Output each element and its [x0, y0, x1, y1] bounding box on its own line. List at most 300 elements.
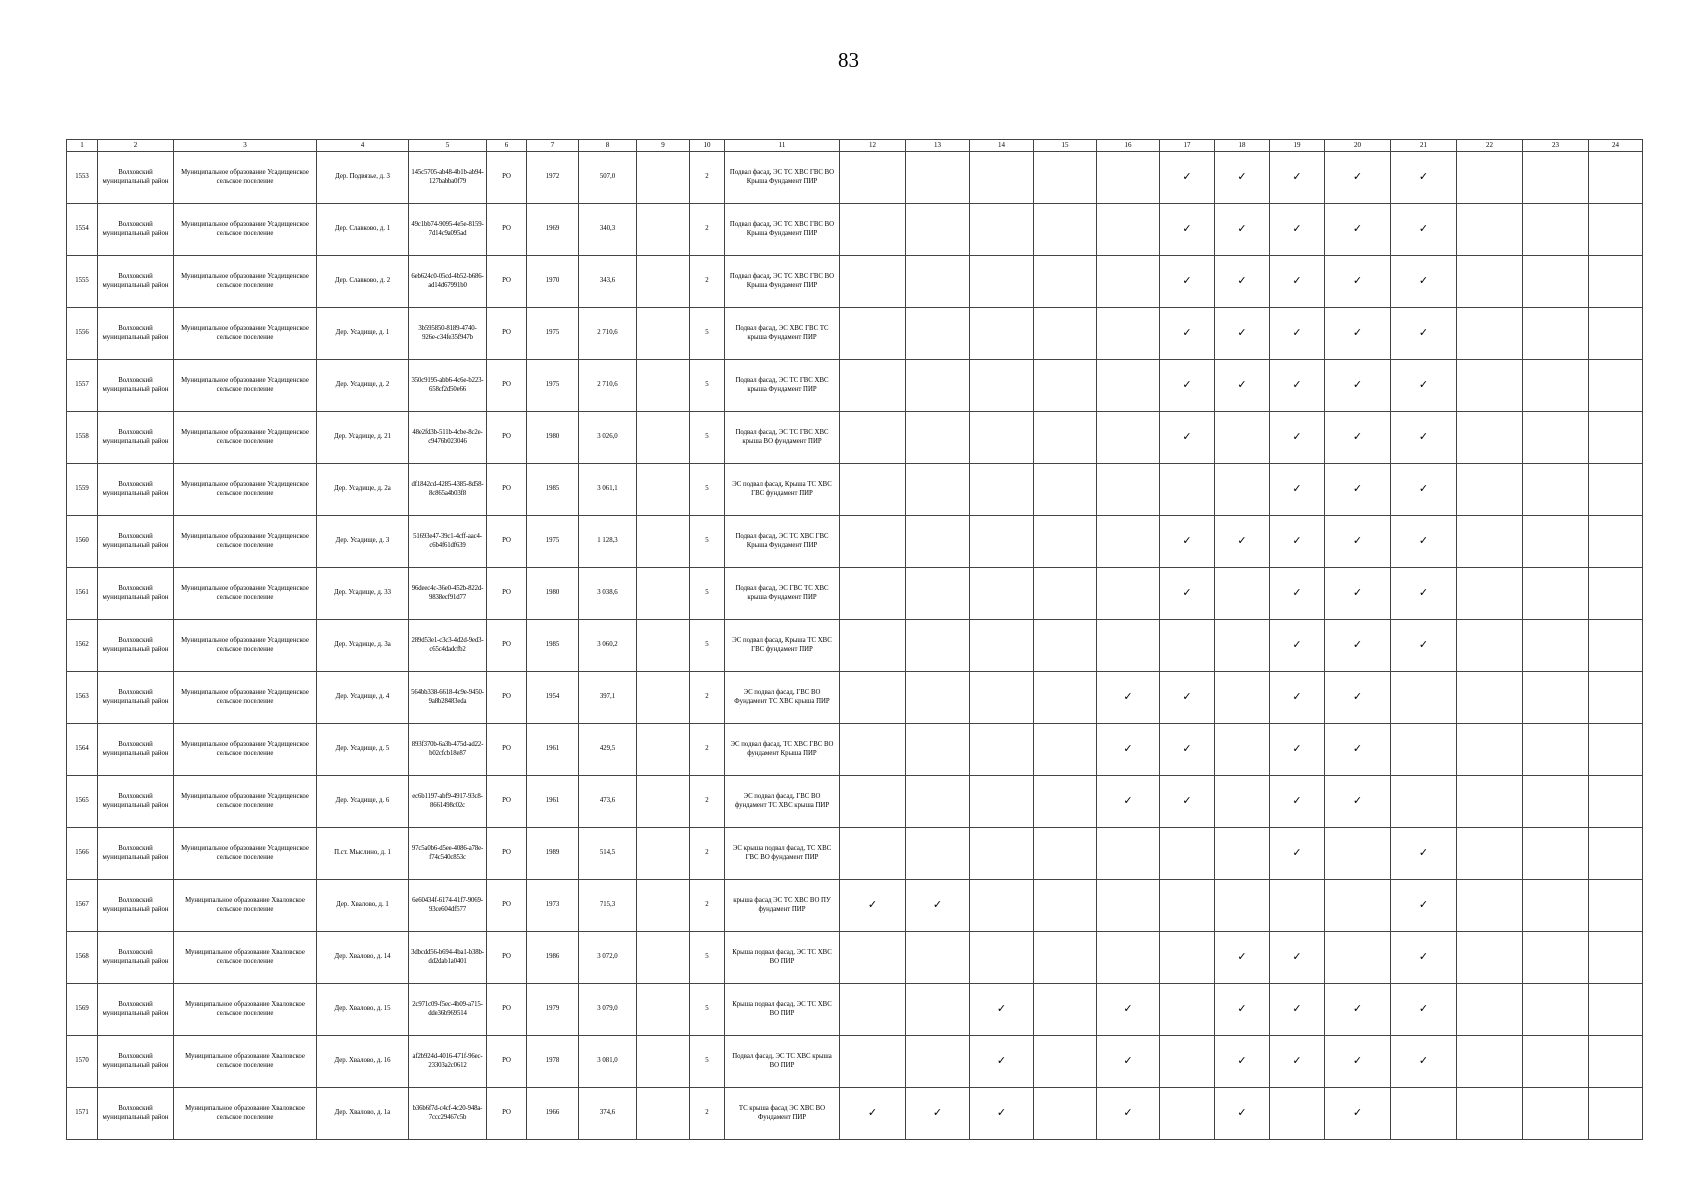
district-cell: Волховский муниципальный район: [98, 412, 174, 464]
column-24-cell: [1589, 984, 1643, 1036]
row-number: 1569: [67, 984, 98, 1036]
column-23-cell: [1523, 360, 1589, 412]
check-mark-icon: ✓: [1352, 430, 1363, 444]
column-14-cell: [970, 620, 1034, 672]
column-17-cell: [1160, 256, 1215, 308]
column-23-cell: [1523, 204, 1589, 256]
column-18-cell: [1215, 880, 1270, 932]
area-cell: 3 061,1: [579, 464, 637, 516]
floors-cell: 5: [690, 568, 725, 620]
district-cell: Волховский муниципальный район: [98, 984, 174, 1036]
column-21-cell: [1391, 724, 1457, 776]
column-9-cell: [637, 1088, 690, 1140]
column-20-cell: [1325, 412, 1391, 464]
check-mark-icon: ✓: [1292, 274, 1302, 288]
house-guid-cell: df1842cd-4285-4385-8d58-8c865a4b03f8: [409, 464, 487, 516]
check-mark-icon: ✓: [1237, 1002, 1247, 1016]
column-15-cell: [1034, 204, 1097, 256]
column-17-cell: [1160, 152, 1215, 204]
column-number-5: 5: [409, 140, 487, 152]
management-type-cell: РО: [487, 776, 527, 828]
column-24-cell: [1589, 724, 1643, 776]
column-15-cell: [1034, 828, 1097, 880]
district-cell: Волховский муниципальный район: [98, 568, 174, 620]
floors-cell: 5: [690, 412, 725, 464]
column-18-cell: [1215, 1036, 1270, 1088]
column-20-cell: [1325, 516, 1391, 568]
column-number-12: 12: [840, 140, 906, 152]
column-12-cell: [840, 308, 906, 360]
column-16-cell: [1097, 204, 1160, 256]
check-mark-icon: ✓: [1182, 742, 1192, 756]
column-12-cell: [840, 516, 906, 568]
column-21-cell: [1391, 1088, 1457, 1140]
area-cell: 715,3: [579, 880, 637, 932]
column-16-cell: [1097, 880, 1160, 932]
column-12-cell: [840, 672, 906, 724]
column-24-cell: [1589, 308, 1643, 360]
check-mark-icon: ✓: [1418, 1054, 1429, 1068]
column-9-cell: [637, 880, 690, 932]
address-cell: Дер. Усадище, д. 3а: [317, 620, 409, 672]
column-24-cell: [1589, 516, 1643, 568]
column-18-cell: [1215, 516, 1270, 568]
build-year-cell: 1961: [527, 724, 579, 776]
management-type-cell: РО: [487, 932, 527, 984]
column-23-cell: [1523, 152, 1589, 204]
works-list-cell: крыша фасад ЭС ТС ХВС ВО ПУ фундамент ПИР: [725, 880, 840, 932]
district-cell: Волховский муниципальный район: [98, 620, 174, 672]
area-cell: 3 079,0: [579, 984, 637, 1036]
build-year-cell: 1979: [527, 984, 579, 1036]
housing-register-table: [66, 139, 1643, 1140]
column-19-cell: [1270, 932, 1325, 984]
column-21-cell: [1391, 204, 1457, 256]
column-18-cell: [1215, 568, 1270, 620]
column-17-cell: [1160, 724, 1215, 776]
column-14-cell: [970, 256, 1034, 308]
column-18-cell: [1215, 620, 1270, 672]
column-19-cell: [1270, 516, 1325, 568]
address-cell: Дер. Усадище, д. 1: [317, 308, 409, 360]
works-list-cell: Крыша подвал фасад, ЭС ТС ХВС ВО ПИР: [725, 932, 840, 984]
check-mark-icon: ✓: [1352, 534, 1363, 548]
column-22-cell: [1457, 880, 1523, 932]
row-number: 1554: [67, 204, 98, 256]
works-list-cell: Подвал фасад, ЭС ТС ГВС ХВС крыша ВО фундамент ПИР: [725, 412, 840, 464]
address-cell: Дер. Славково, д. 2: [317, 256, 409, 308]
column-19-cell: [1270, 1036, 1325, 1088]
column-18-cell: [1215, 308, 1270, 360]
check-mark-icon: ✓: [1237, 274, 1247, 288]
column-18-cell: [1215, 828, 1270, 880]
column-23-cell: [1523, 412, 1589, 464]
column-19-cell: [1270, 464, 1325, 516]
check-mark-icon: ✓: [1418, 274, 1429, 288]
column-16-cell: [1097, 360, 1160, 412]
column-21-cell: [1391, 828, 1457, 880]
check-mark-icon: ✓: [867, 1106, 878, 1120]
check-mark-icon: ✓: [1123, 1106, 1133, 1120]
area-cell: 3 026,0: [579, 412, 637, 464]
management-type-cell: РО: [487, 672, 527, 724]
check-mark-icon: ✓: [1418, 898, 1429, 912]
column-19-cell: [1270, 620, 1325, 672]
management-type-cell: РО: [487, 152, 527, 204]
column-17-cell: [1160, 880, 1215, 932]
column-14-cell: [970, 776, 1034, 828]
column-13-cell: [906, 880, 970, 932]
column-20-cell: [1325, 776, 1391, 828]
row-number: 1557: [67, 360, 98, 412]
check-mark-icon: ✓: [1123, 1054, 1133, 1068]
column-20-cell: [1325, 880, 1391, 932]
column-23-cell: [1523, 828, 1589, 880]
column-13-cell: [906, 984, 970, 1036]
table-row: [67, 464, 1643, 516]
column-22-cell: [1457, 412, 1523, 464]
check-mark-icon: ✓: [1352, 1054, 1363, 1068]
column-18-cell: [1215, 724, 1270, 776]
check-mark-icon: ✓: [1292, 1002, 1302, 1016]
column-9-cell: [637, 516, 690, 568]
column-21-cell: [1391, 1036, 1457, 1088]
check-mark-icon: ✓: [1352, 638, 1363, 652]
column-number-2: 2: [98, 140, 174, 152]
house-guid-cell: 6eb624c0-05cd-4b52-b686-ad14d67991b0: [409, 256, 487, 308]
column-22-cell: [1457, 516, 1523, 568]
floors-cell: 5: [690, 516, 725, 568]
address-cell: Дер. Усадище, д. 4: [317, 672, 409, 724]
check-mark-icon: ✓: [1292, 430, 1302, 444]
column-24-cell: [1589, 620, 1643, 672]
column-24-cell: [1589, 256, 1643, 308]
house-guid-cell: 893f370b-6a3b-475d-ad22-b02cfcb18e87: [409, 724, 487, 776]
check-mark-icon: ✓: [1123, 1002, 1133, 1016]
house-guid-cell: ec6b1197-abf9-4917-93c8-8661498c02c: [409, 776, 487, 828]
column-17-cell: [1160, 620, 1215, 672]
column-18-cell: [1215, 412, 1270, 464]
municipality-cell: Муниципальное образование Хваловское сельское поселение: [174, 880, 317, 932]
column-19-cell: [1270, 256, 1325, 308]
column-18-cell: [1215, 464, 1270, 516]
column-9-cell: [637, 932, 690, 984]
row-number: 1571: [67, 1088, 98, 1140]
column-number-1: 1: [67, 140, 98, 152]
municipality-cell: Муниципальное образование Усадищенское сельское поселение: [174, 360, 317, 412]
district-cell: Волховский муниципальный район: [98, 672, 174, 724]
check-mark-icon: ✓: [1418, 846, 1429, 860]
management-type-cell: РО: [487, 620, 527, 672]
works-list-cell: Подвал фасад, ЭС ТС ХВС крыша ВО ПИР: [725, 1036, 840, 1088]
column-17-cell: [1160, 308, 1215, 360]
check-mark-icon: ✓: [1418, 430, 1429, 444]
column-20-cell: [1325, 1036, 1391, 1088]
municipality-cell: Муниципальное образование Усадищенское сельское поселение: [174, 412, 317, 464]
check-mark-icon: ✓: [1292, 742, 1302, 756]
column-21-cell: [1391, 256, 1457, 308]
column-22-cell: [1457, 932, 1523, 984]
works-list-cell: ЭС подвал фасад, ГВС ВО Фундамент ТС ХВС крыша ПИР: [725, 672, 840, 724]
municipality-cell: Муниципальное образование Усадищенское сельское поселение: [174, 724, 317, 776]
build-year-cell: 1989: [527, 828, 579, 880]
municipality-cell: Муниципальное образование Хваловское сельское поселение: [174, 984, 317, 1036]
house-guid-cell: 6e60434f-6174-41f7-9069-93ce604df577: [409, 880, 487, 932]
column-number-22: 22: [1457, 140, 1523, 152]
column-9-cell: [637, 204, 690, 256]
column-13-cell: [906, 620, 970, 672]
column-18-cell: [1215, 256, 1270, 308]
management-type-cell: РО: [487, 724, 527, 776]
check-mark-icon: ✓: [1123, 794, 1133, 808]
check-mark-icon: ✓: [1182, 274, 1192, 288]
column-19-cell: [1270, 360, 1325, 412]
municipality-cell: Муниципальное образование Усадищенское сельское поселение: [174, 776, 317, 828]
table-row: [67, 256, 1643, 308]
column-15-cell: [1034, 1088, 1097, 1140]
area-cell: 429,5: [579, 724, 637, 776]
column-17-cell: [1160, 464, 1215, 516]
column-13-cell: [906, 1036, 970, 1088]
column-14-cell: [970, 152, 1034, 204]
column-16-cell: [1097, 828, 1160, 880]
column-15-cell: [1034, 256, 1097, 308]
check-mark-icon: ✓: [932, 898, 943, 912]
column-17-cell: [1160, 412, 1215, 464]
district-cell: Волховский муниципальный район: [98, 828, 174, 880]
column-19-cell: [1270, 308, 1325, 360]
column-13-cell: [906, 256, 970, 308]
floors-cell: 5: [690, 620, 725, 672]
column-14-cell: [970, 412, 1034, 464]
management-type-cell: РО: [487, 464, 527, 516]
page-number: 83: [838, 48, 859, 72]
check-mark-icon: ✓: [1352, 586, 1363, 600]
address-cell: Дер. Усадище, д. 3: [317, 516, 409, 568]
municipality-cell: Муниципальное образование Хваловское сельское поселение: [174, 1088, 317, 1140]
column-21-cell: [1391, 776, 1457, 828]
column-20-cell: [1325, 672, 1391, 724]
column-16-cell: [1097, 724, 1160, 776]
column-23-cell: [1523, 620, 1589, 672]
column-14-cell: [970, 464, 1034, 516]
column-17-cell: [1160, 516, 1215, 568]
district-cell: Волховский муниципальный район: [98, 880, 174, 932]
column-15-cell: [1034, 516, 1097, 568]
column-21-cell: [1391, 672, 1457, 724]
house-guid-cell: 2c971c09-f5ec-4b09-a715-dde36b969514: [409, 984, 487, 1036]
column-9-cell: [637, 620, 690, 672]
floors-cell: 5: [690, 308, 725, 360]
municipality-cell: Муниципальное образование Хваловское сельское поселение: [174, 932, 317, 984]
table-row: [67, 516, 1643, 568]
column-22-cell: [1457, 152, 1523, 204]
build-year-cell: 1966: [527, 1088, 579, 1140]
column-16-cell: [1097, 516, 1160, 568]
column-23-cell: [1523, 672, 1589, 724]
column-23-cell: [1523, 568, 1589, 620]
check-mark-icon: ✓: [1123, 690, 1133, 704]
district-cell: Волховский муниципальный район: [98, 516, 174, 568]
check-mark-icon: ✓: [996, 1002, 1007, 1016]
column-21-cell: [1391, 620, 1457, 672]
check-mark-icon: ✓: [1352, 274, 1363, 288]
column-22-cell: [1457, 776, 1523, 828]
column-18-cell: [1215, 672, 1270, 724]
column-20-cell: [1325, 620, 1391, 672]
column-24-cell: [1589, 1088, 1643, 1140]
column-21-cell: [1391, 516, 1457, 568]
house-guid-cell: 48e2fd3b-511b-4cbe-8c2e-c9476b023046: [409, 412, 487, 464]
column-15-cell: [1034, 932, 1097, 984]
column-23-cell: [1523, 1036, 1589, 1088]
house-guid-cell: 97c5a0b6-d5ee-4086-a78e-f74c540c853c: [409, 828, 487, 880]
table-row: [67, 360, 1643, 412]
column-13-cell: [906, 776, 970, 828]
floors-cell: 2: [690, 1088, 725, 1140]
works-list-cell: ТС крыша фасад ЭС ХВС ВО Фундамент ПИР: [725, 1088, 840, 1140]
column-number-21: 21: [1391, 140, 1457, 152]
table-row: [67, 152, 1643, 204]
column-14-cell: [970, 1088, 1034, 1140]
row-number: 1559: [67, 464, 98, 516]
row-number: 1563: [67, 672, 98, 724]
check-mark-icon: ✓: [1182, 222, 1192, 236]
column-20-cell: [1325, 256, 1391, 308]
column-24-cell: [1589, 932, 1643, 984]
district-cell: Волховский муниципальный район: [98, 724, 174, 776]
column-16-cell: [1097, 984, 1160, 1036]
column-21-cell: [1391, 412, 1457, 464]
column-20-cell: [1325, 932, 1391, 984]
column-22-cell: [1457, 828, 1523, 880]
check-mark-icon: ✓: [1237, 1054, 1247, 1068]
column-number-23: 23: [1523, 140, 1589, 152]
build-year-cell: 1985: [527, 464, 579, 516]
column-number-14: 14: [970, 140, 1034, 152]
address-cell: Дер. Усадище, д. 21: [317, 412, 409, 464]
column-24-cell: [1589, 204, 1643, 256]
table-row: [67, 672, 1643, 724]
check-mark-icon: ✓: [1292, 222, 1302, 236]
column-12-cell: [840, 828, 906, 880]
address-cell: П.ст. Мыслино, д. 1: [317, 828, 409, 880]
column-15-cell: [1034, 724, 1097, 776]
column-9-cell: [637, 256, 690, 308]
column-number-24: 24: [1589, 140, 1643, 152]
column-22-cell: [1457, 256, 1523, 308]
column-17-cell: [1160, 1088, 1215, 1140]
area-cell: 473,6: [579, 776, 637, 828]
check-mark-icon: ✓: [1418, 534, 1429, 548]
works-list-cell: Подвал фасад, ЭС ХВС ГВС ТС крыша Фундамент ПИР: [725, 308, 840, 360]
column-number-20: 20: [1325, 140, 1391, 152]
column-20-cell: [1325, 724, 1391, 776]
check-mark-icon: ✓: [1418, 638, 1429, 652]
municipality-cell: Муниципальное образование Усадищенское сельское поселение: [174, 568, 317, 620]
management-type-cell: РО: [487, 256, 527, 308]
column-14-cell: [970, 516, 1034, 568]
floors-cell: 2: [690, 724, 725, 776]
column-13-cell: [906, 308, 970, 360]
column-15-cell: [1034, 308, 1097, 360]
table-row: [67, 308, 1643, 360]
check-mark-icon: ✓: [1237, 950, 1247, 964]
area-cell: 3 060,2: [579, 620, 637, 672]
address-cell: Дер. Усадище, д. 2: [317, 360, 409, 412]
address-cell: Дер. Славково, д. 1: [317, 204, 409, 256]
build-year-cell: 1985: [527, 620, 579, 672]
area-cell: 1 128,3: [579, 516, 637, 568]
column-14-cell: [970, 724, 1034, 776]
house-guid-cell: b36b6f7d-c4cf-4c20-948a-7ccc29467c5b: [409, 1088, 487, 1140]
row-number: 1565: [67, 776, 98, 828]
row-number: 1568: [67, 932, 98, 984]
column-24-cell: [1589, 568, 1643, 620]
check-mark-icon: ✓: [1182, 326, 1192, 340]
floors-cell: 5: [690, 360, 725, 412]
build-year-cell: 1972: [527, 152, 579, 204]
column-23-cell: [1523, 776, 1589, 828]
build-year-cell: 1973: [527, 880, 579, 932]
column-16-cell: [1097, 568, 1160, 620]
column-24-cell: [1589, 464, 1643, 516]
column-14-cell: [970, 360, 1034, 412]
column-number-17: 17: [1160, 140, 1215, 152]
works-list-cell: Подвал фасад, ЭС ТС ГВС ХВС крыша Фундамент ПИР: [725, 360, 840, 412]
column-16-cell: [1097, 464, 1160, 516]
column-15-cell: [1034, 412, 1097, 464]
check-mark-icon: ✓: [1182, 586, 1192, 600]
check-mark-icon: ✓: [1418, 586, 1429, 600]
row-number: 1567: [67, 880, 98, 932]
area-cell: 374,6: [579, 1088, 637, 1140]
column-number-row: [67, 140, 1643, 152]
check-mark-icon: ✓: [1418, 326, 1429, 340]
management-type-cell: РО: [487, 880, 527, 932]
area-cell: 397,1: [579, 672, 637, 724]
address-cell: Дер. Хвалово, д. 14: [317, 932, 409, 984]
floors-cell: 5: [690, 464, 725, 516]
house-guid-cell: 350c9195-abb6-4c6e-b223-658cf2d50e66: [409, 360, 487, 412]
column-9-cell: [637, 724, 690, 776]
build-year-cell: 1986: [527, 932, 579, 984]
column-21-cell: [1391, 880, 1457, 932]
district-cell: Волховский муниципальный район: [98, 360, 174, 412]
column-13-cell: [906, 412, 970, 464]
works-list-cell: Подвал фасад, ЭС ГВС ТС ХВС крыша Фундамент ПИР: [725, 568, 840, 620]
check-mark-icon: ✓: [1182, 534, 1192, 548]
column-24-cell: [1589, 880, 1643, 932]
column-21-cell: [1391, 464, 1457, 516]
municipality-cell: Муниципальное образование Усадищенское сельское поселение: [174, 256, 317, 308]
check-mark-icon: ✓: [1352, 378, 1363, 392]
column-22-cell: [1457, 620, 1523, 672]
column-18-cell: [1215, 984, 1270, 1036]
check-mark-icon: ✓: [1292, 794, 1302, 808]
column-13-cell: [906, 568, 970, 620]
column-19-cell: [1270, 672, 1325, 724]
column-13-cell: [906, 828, 970, 880]
column-18-cell: [1215, 360, 1270, 412]
column-12-cell: [840, 984, 906, 1036]
check-mark-icon: ✓: [996, 1054, 1007, 1068]
table-row: [67, 880, 1643, 932]
check-mark-icon: ✓: [1352, 482, 1363, 496]
column-number-19: 19: [1270, 140, 1325, 152]
check-mark-icon: ✓: [1182, 378, 1192, 392]
column-14-cell: [970, 932, 1034, 984]
